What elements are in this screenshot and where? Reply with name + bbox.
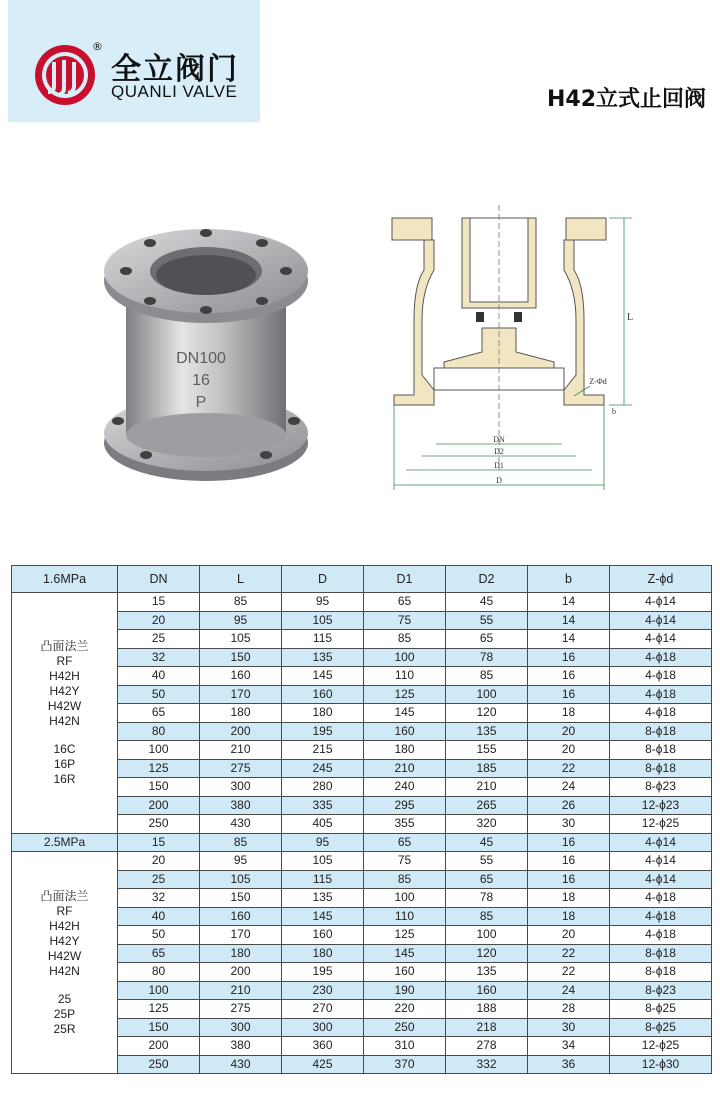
cell-d1: 65 bbox=[364, 833, 446, 852]
cell-l: 200 bbox=[200, 963, 282, 982]
cell-d2: 85 bbox=[446, 667, 528, 686]
cell-b: 26 bbox=[528, 796, 610, 815]
table-header-row bbox=[12, 566, 712, 593]
series-group-line: 凸面法兰 bbox=[40, 638, 89, 653]
cell-d1: 160 bbox=[364, 722, 446, 741]
brand-name-en: QUANLI VALVE bbox=[111, 82, 238, 101]
cell-b: 14 bbox=[528, 630, 610, 649]
cell-l: 150 bbox=[200, 889, 282, 908]
cell-d: 145 bbox=[282, 907, 364, 926]
cell-l: 160 bbox=[200, 907, 282, 926]
brand-logo-block bbox=[8, 0, 260, 122]
cell-z-d: 12-ϕ25 bbox=[610, 1037, 712, 1056]
header-l: L bbox=[200, 566, 282, 593]
series-group-line bbox=[12, 979, 117, 992]
cell-dn: 15 bbox=[118, 833, 200, 852]
cell-dn: 65 bbox=[118, 704, 200, 723]
series-group-line: 凸面法兰 bbox=[40, 888, 89, 903]
cell-z-d: 4-ϕ18 bbox=[610, 648, 712, 667]
cell-d2: 320 bbox=[446, 815, 528, 834]
cell-dn: 15 bbox=[118, 593, 200, 612]
cell-d2: 135 bbox=[446, 722, 528, 741]
cell-d1: 250 bbox=[364, 1018, 446, 1037]
cell-b: 16 bbox=[528, 667, 610, 686]
series-group-line: H42H bbox=[49, 668, 80, 683]
cell-l: 170 bbox=[200, 685, 282, 704]
cell-z-d: 8-ϕ18 bbox=[610, 944, 712, 963]
series-group-line: 25R bbox=[53, 1021, 76, 1036]
series-group-line: RF bbox=[56, 653, 73, 668]
cell-z-d: 8-ϕ25 bbox=[610, 1000, 712, 1019]
drawing-label-z-d: Z-Φd bbox=[589, 377, 607, 386]
drawing-label-d2: D2 bbox=[494, 447, 504, 456]
cell-b: 22 bbox=[528, 944, 610, 963]
cell-d2: 45 bbox=[446, 593, 528, 612]
cell-d: 135 bbox=[282, 648, 364, 667]
cell-d2: 332 bbox=[446, 1055, 528, 1074]
cell-d1: 210 bbox=[364, 759, 446, 778]
cell-dn: 100 bbox=[118, 741, 200, 760]
series-group-line: 25 bbox=[57, 991, 72, 1006]
cell-d: 115 bbox=[282, 630, 364, 649]
technical-drawing bbox=[384, 200, 644, 500]
cell-d: 280 bbox=[282, 778, 364, 797]
cell-b: 36 bbox=[528, 1055, 610, 1074]
cell-b: 16 bbox=[528, 852, 610, 871]
photo-marking-dn: DN100 bbox=[176, 350, 226, 367]
cell-b: 20 bbox=[528, 722, 610, 741]
cell-b: 22 bbox=[528, 759, 610, 778]
cell-d1: 355 bbox=[364, 815, 446, 834]
cell-d1: 125 bbox=[364, 926, 446, 945]
cell-dn: 150 bbox=[118, 1018, 200, 1037]
table-row bbox=[12, 833, 712, 852]
cell-l: 170 bbox=[200, 926, 282, 945]
cell-d: 135 bbox=[282, 889, 364, 908]
cell-d: 270 bbox=[282, 1000, 364, 1019]
cell-b: 28 bbox=[528, 1000, 610, 1019]
cell-b: 20 bbox=[528, 926, 610, 945]
brand-name-cn: 全立阀门 bbox=[111, 52, 239, 87]
cell-z-d: 12-ϕ23 bbox=[610, 796, 712, 815]
cell-b: 18 bbox=[528, 907, 610, 926]
series-group-line: 16R bbox=[53, 771, 76, 786]
cell-z-d: 4-ϕ18 bbox=[610, 667, 712, 686]
cell-d2: 85 bbox=[446, 907, 528, 926]
cell-b: 18 bbox=[528, 889, 610, 908]
cell-z-d: 4-ϕ14 bbox=[610, 870, 712, 889]
cell-d2: 65 bbox=[446, 630, 528, 649]
cell-d2: 65 bbox=[446, 870, 528, 889]
cell-z-d: 4-ϕ14 bbox=[610, 852, 712, 871]
cell-l: 160 bbox=[200, 667, 282, 686]
cell-d: 230 bbox=[282, 981, 364, 1000]
cell-dn: 50 bbox=[118, 685, 200, 704]
cell-d: 180 bbox=[282, 944, 364, 963]
cell-l: 430 bbox=[200, 815, 282, 834]
cell-dn: 250 bbox=[118, 1055, 200, 1074]
cell-b: 14 bbox=[528, 611, 610, 630]
series-group-line: H42Y bbox=[49, 683, 80, 698]
cell-l: 380 bbox=[200, 1037, 282, 1056]
cell-d: 95 bbox=[282, 593, 364, 612]
cell-z-d: 8-ϕ18 bbox=[610, 963, 712, 982]
header-b: b bbox=[528, 566, 610, 593]
drawing-label-l: L bbox=[626, 312, 634, 323]
cell-l: 300 bbox=[200, 1018, 282, 1037]
cell-dn: 25 bbox=[118, 630, 200, 649]
cell-d: 195 bbox=[282, 963, 364, 982]
cell-dn: 250 bbox=[118, 815, 200, 834]
cell-l: 300 bbox=[200, 778, 282, 797]
cell-d2: 78 bbox=[446, 889, 528, 908]
cell-dn: 25 bbox=[118, 870, 200, 889]
cell-d2: 100 bbox=[446, 926, 528, 945]
cell-z-d: 4-ϕ18 bbox=[610, 889, 712, 908]
series-group-line: H42N bbox=[49, 713, 80, 728]
cell-d: 105 bbox=[282, 611, 364, 630]
cell-d: 160 bbox=[282, 685, 364, 704]
cell-d1: 85 bbox=[364, 630, 446, 649]
cell-dn: 80 bbox=[118, 722, 200, 741]
cell-d1: 85 bbox=[364, 870, 446, 889]
cell-d2: 155 bbox=[446, 741, 528, 760]
cell-b: 16 bbox=[528, 870, 610, 889]
series-group-cell bbox=[12, 593, 118, 834]
cell-d1: 110 bbox=[364, 667, 446, 686]
cell-z-d: 8-ϕ18 bbox=[610, 722, 712, 741]
cell-z-d: 4-ϕ18 bbox=[610, 907, 712, 926]
header-z-d: Z-ϕd bbox=[610, 566, 712, 593]
cell-d: 335 bbox=[282, 796, 364, 815]
cell-d1: 180 bbox=[364, 741, 446, 760]
cell-z-d: 8-ϕ23 bbox=[610, 981, 712, 1000]
brand-logo-icon bbox=[30, 40, 100, 110]
cell-l: 85 bbox=[200, 833, 282, 852]
cell-dn: 125 bbox=[118, 759, 200, 778]
cell-z-d: 4-ϕ14 bbox=[610, 630, 712, 649]
cell-z-d: 12-ϕ30 bbox=[610, 1055, 712, 1074]
table-row bbox=[12, 852, 712, 871]
cell-d2: 210 bbox=[446, 778, 528, 797]
series-group-line: RF bbox=[56, 903, 73, 918]
cell-dn: 40 bbox=[118, 667, 200, 686]
series-group-line: H42N bbox=[49, 963, 80, 978]
photo-marking-pressure: 16 bbox=[192, 372, 210, 389]
series-group-line: H42W bbox=[47, 948, 82, 963]
cell-l: 95 bbox=[200, 611, 282, 630]
product-photo bbox=[96, 215, 316, 485]
cell-d: 360 bbox=[282, 1037, 364, 1056]
cell-d2: 45 bbox=[446, 833, 528, 852]
cell-d1: 160 bbox=[364, 963, 446, 982]
cell-d1: 65 bbox=[364, 593, 446, 612]
cell-b: 14 bbox=[528, 593, 610, 612]
cell-d: 115 bbox=[282, 870, 364, 889]
cell-b: 24 bbox=[528, 981, 610, 1000]
drawing-label-dn: DN bbox=[493, 435, 505, 444]
cell-l: 180 bbox=[200, 944, 282, 963]
cell-d2: 78 bbox=[446, 648, 528, 667]
series-group-cell bbox=[12, 852, 118, 1074]
cell-d1: 125 bbox=[364, 685, 446, 704]
cell-dn: 32 bbox=[118, 648, 200, 667]
page-title: H42立式止回阀 bbox=[546, 87, 706, 112]
registered-mark: ® bbox=[92, 40, 103, 53]
cell-d: 245 bbox=[282, 759, 364, 778]
cell-dn: 20 bbox=[118, 852, 200, 871]
cell-b: 16 bbox=[528, 648, 610, 667]
cell-b: 22 bbox=[528, 963, 610, 982]
cell-z-d: 12-ϕ25 bbox=[610, 815, 712, 834]
cell-dn: 65 bbox=[118, 944, 200, 963]
series-group-line: H42H bbox=[49, 918, 80, 933]
table-row bbox=[12, 593, 712, 612]
cell-l: 105 bbox=[200, 870, 282, 889]
cell-d1: 220 bbox=[364, 1000, 446, 1019]
cell-d1: 240 bbox=[364, 778, 446, 797]
cell-z-d: 4-ϕ14 bbox=[610, 833, 712, 852]
cell-z-d: 4-ϕ18 bbox=[610, 685, 712, 704]
cell-b: 34 bbox=[528, 1037, 610, 1056]
cell-d1: 75 bbox=[364, 611, 446, 630]
header-d2: D2 bbox=[446, 566, 528, 593]
cell-z-d: 8-ϕ18 bbox=[610, 741, 712, 760]
cell-b: 24 bbox=[528, 778, 610, 797]
header-d1: D1 bbox=[364, 566, 446, 593]
series-group-line: H42Y bbox=[49, 933, 80, 948]
series-group-line bbox=[12, 729, 117, 742]
cell-d2: 265 bbox=[446, 796, 528, 815]
cell-b: 16 bbox=[528, 833, 610, 852]
cell-d2: 100 bbox=[446, 685, 528, 704]
header-dn: DN bbox=[118, 566, 200, 593]
header-d: D bbox=[282, 566, 364, 593]
cell-l: 180 bbox=[200, 704, 282, 723]
cell-d: 425 bbox=[282, 1055, 364, 1074]
cell-d: 195 bbox=[282, 722, 364, 741]
cell-d2: 55 bbox=[446, 611, 528, 630]
cell-d1: 145 bbox=[364, 944, 446, 963]
cell-b: 18 bbox=[528, 704, 610, 723]
cell-l: 275 bbox=[200, 1000, 282, 1019]
cell-l: 210 bbox=[200, 981, 282, 1000]
cell-d2: 278 bbox=[446, 1037, 528, 1056]
cell-d: 95 bbox=[282, 833, 364, 852]
cell-d1: 100 bbox=[364, 648, 446, 667]
cell-d1: 190 bbox=[364, 981, 446, 1000]
photo-marking-material: P bbox=[195, 394, 207, 411]
cell-dn: 150 bbox=[118, 778, 200, 797]
cell-d2: 188 bbox=[446, 1000, 528, 1019]
cell-l: 85 bbox=[200, 593, 282, 612]
drawing-label-b: b bbox=[612, 407, 616, 416]
cell-d: 160 bbox=[282, 926, 364, 945]
cell-d: 105 bbox=[282, 852, 364, 871]
cell-d2: 218 bbox=[446, 1018, 528, 1037]
cell-d2: 120 bbox=[446, 704, 528, 723]
cell-dn: 200 bbox=[118, 1037, 200, 1056]
cell-d2: 55 bbox=[446, 852, 528, 871]
drawing-label-d: D bbox=[496, 476, 502, 485]
cell-b: 16 bbox=[528, 685, 610, 704]
cell-dn: 125 bbox=[118, 1000, 200, 1019]
cell-d1: 110 bbox=[364, 907, 446, 926]
cell-d1: 100 bbox=[364, 889, 446, 908]
cell-l: 105 bbox=[200, 630, 282, 649]
cell-z-d: 4-ϕ14 bbox=[610, 593, 712, 612]
cell-z-d: 4-ϕ18 bbox=[610, 926, 712, 945]
series-group-line: 16C bbox=[53, 741, 76, 756]
series-group-line: 16P bbox=[53, 756, 76, 771]
spec-table bbox=[11, 565, 712, 1074]
cell-dn: 20 bbox=[118, 611, 200, 630]
cell-b: 30 bbox=[528, 1018, 610, 1037]
cell-z-d: 8-ϕ18 bbox=[610, 759, 712, 778]
cell-b: 30 bbox=[528, 815, 610, 834]
cell-d2: 135 bbox=[446, 963, 528, 982]
cell-l: 380 bbox=[200, 796, 282, 815]
header-pressure: 1.6MPa bbox=[12, 566, 118, 593]
cell-d2: 185 bbox=[446, 759, 528, 778]
cell-d1: 75 bbox=[364, 852, 446, 871]
cell-d2: 120 bbox=[446, 944, 528, 963]
cell-d: 215 bbox=[282, 741, 364, 760]
cell-l: 150 bbox=[200, 648, 282, 667]
cell-d1: 370 bbox=[364, 1055, 446, 1074]
cell-d: 300 bbox=[282, 1018, 364, 1037]
cell-l: 275 bbox=[200, 759, 282, 778]
cell-dn: 32 bbox=[118, 889, 200, 908]
drawing-label-d1: D1 bbox=[494, 461, 504, 470]
cell-z-d: 8-ϕ25 bbox=[610, 1018, 712, 1037]
cell-d: 145 bbox=[282, 667, 364, 686]
cell-d2: 160 bbox=[446, 981, 528, 1000]
cell-d1: 310 bbox=[364, 1037, 446, 1056]
cell-l: 95 bbox=[200, 852, 282, 871]
cell-l: 430 bbox=[200, 1055, 282, 1074]
cell-d1: 145 bbox=[364, 704, 446, 723]
series-group-line: H42W bbox=[47, 698, 82, 713]
cell-d: 405 bbox=[282, 815, 364, 834]
cell-d1: 295 bbox=[364, 796, 446, 815]
cell-dn: 50 bbox=[118, 926, 200, 945]
cell-b: 20 bbox=[528, 741, 610, 760]
section-pressure-label: 2.5MPa bbox=[12, 833, 118, 852]
cell-z-d: 8-ϕ23 bbox=[610, 778, 712, 797]
cell-dn: 40 bbox=[118, 907, 200, 926]
cell-l: 200 bbox=[200, 722, 282, 741]
cell-z-d: 4-ϕ14 bbox=[610, 611, 712, 630]
series-group-line: 25P bbox=[53, 1006, 76, 1021]
cell-dn: 200 bbox=[118, 796, 200, 815]
cell-d: 180 bbox=[282, 704, 364, 723]
cell-dn: 80 bbox=[118, 963, 200, 982]
cell-l: 210 bbox=[200, 741, 282, 760]
cell-z-d: 4-ϕ18 bbox=[610, 704, 712, 723]
cell-dn: 100 bbox=[118, 981, 200, 1000]
